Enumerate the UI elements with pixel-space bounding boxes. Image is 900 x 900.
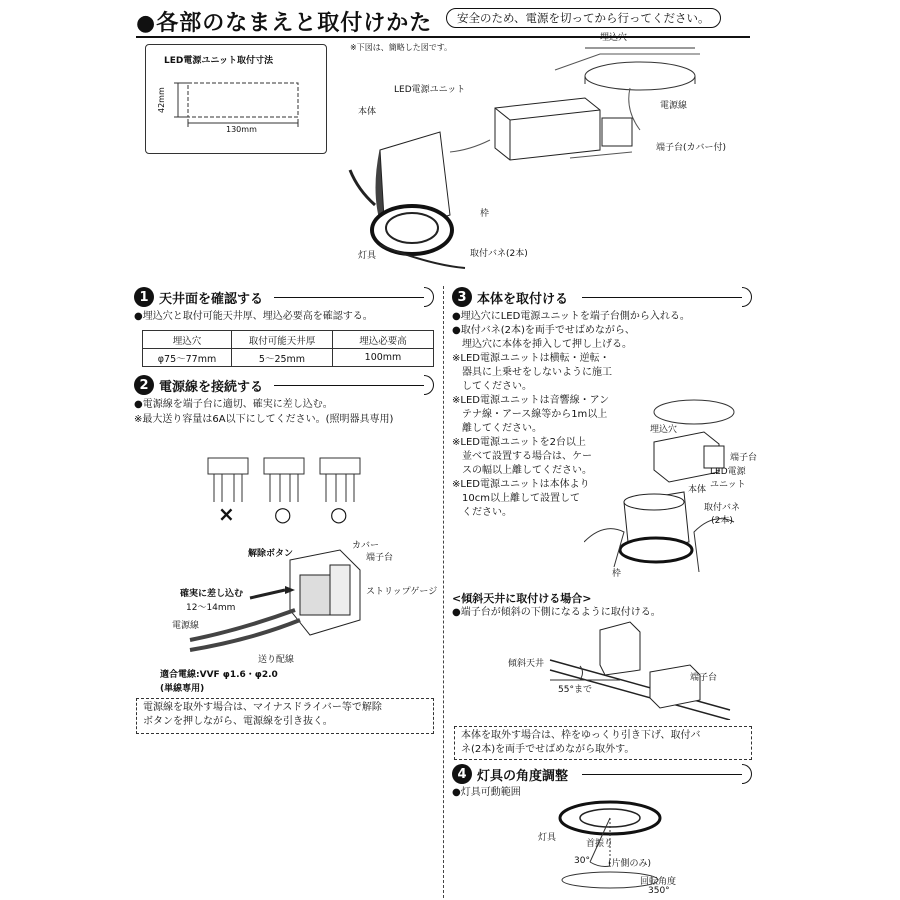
label-release-button: 解除ボタン xyxy=(248,549,294,559)
label-slope-ceiling: 傾斜天井 xyxy=(508,659,545,669)
step3-line: してください。 xyxy=(452,381,532,392)
step3-number: 3 xyxy=(452,287,472,307)
step2-header xyxy=(134,375,434,395)
step4-header xyxy=(452,764,752,784)
step1-header xyxy=(134,287,434,307)
label-hole: 埋込穴 xyxy=(650,425,678,435)
diagram-note: ※下図は、簡略した図です。 xyxy=(350,43,453,52)
dimension-box xyxy=(145,44,327,154)
step1-text: ●埋込穴と取付可能天井厚、埋込必要高を確認する。 xyxy=(134,311,373,322)
step1-number: 1 xyxy=(134,287,154,307)
label-terminal: 端子台 xyxy=(730,453,758,463)
label-terminal-block: 端子台 xyxy=(366,553,394,563)
label-slope-terminal: 端子台 xyxy=(690,673,718,683)
step3-line: 器具に上乗せをしないように施工 xyxy=(452,367,612,378)
dimension-box-title: LED電源ユニット取付寸法 xyxy=(164,56,273,66)
step3-line: テナ線・アース線等から1m以上 xyxy=(452,409,608,420)
label-insert: 確実に差し込む xyxy=(180,589,244,599)
label-terminal: 端子台(カバー付) xyxy=(656,143,727,153)
label-body: 本体 xyxy=(358,107,377,117)
label-body: 本体 xyxy=(688,485,707,495)
step3-line: ください。 xyxy=(452,507,512,518)
mark-correct: ○ xyxy=(274,502,292,526)
step3-line: 10cm以上離して設置して xyxy=(452,493,580,504)
label-frame: 枠 xyxy=(612,569,622,579)
step4-title: 灯具の角度調整 xyxy=(477,768,569,784)
step3-line: ※LED電源ユニットを2台以上 xyxy=(452,437,586,448)
label-tilt-angle: 30° xyxy=(574,856,590,866)
slope-title: <傾斜天井に取付ける場合> xyxy=(452,592,592,605)
label-spring: 取付バネ(2本) xyxy=(470,249,528,259)
fixture-diagram xyxy=(340,40,740,280)
label-frame: 枠 xyxy=(480,209,490,219)
label-rotation-angle: 350° xyxy=(648,886,670,896)
dimension-width: 130mm xyxy=(226,125,257,134)
table-cell: 100mm xyxy=(333,349,434,367)
table-header: 埋込穴 xyxy=(143,331,232,349)
dimension-drawing xyxy=(146,45,326,153)
step1-title: 天井面を確認する xyxy=(159,291,264,307)
step4-text: ●灯具可動範囲 xyxy=(452,787,521,798)
step1-table xyxy=(142,330,434,367)
label-power-wire: 電源線 xyxy=(660,101,688,111)
title-divider xyxy=(136,36,750,38)
step3-line: 離してください。 xyxy=(452,423,542,434)
label-led-unit: LED電源 ユニット xyxy=(710,467,746,490)
label-wire-type: 適合電線:VVF φ1.6・φ2.0 xyxy=(160,670,278,680)
step3-remove-note xyxy=(454,726,752,760)
slope-text: ●端子台が傾斜の下側になるように取付ける。 xyxy=(452,607,661,618)
safety-note: 安全のため、電源を切ってから行ってください。 xyxy=(446,8,721,28)
label-cover: カバー xyxy=(352,541,380,551)
mark-correct: ○ xyxy=(330,502,348,526)
mark-incorrect: × xyxy=(218,502,235,526)
step3-line: ●埋込穴にLED電源ユニットを端子台側から入れる。 xyxy=(452,311,690,322)
label-slope-angle: 55°まで xyxy=(558,685,592,695)
step3-header xyxy=(452,287,752,307)
step3-title: 本体を取付ける xyxy=(477,291,569,307)
note-line: ボタンを押しながら、電源線を引き抜く。 xyxy=(143,716,333,727)
column-divider xyxy=(443,286,444,898)
step2-line: ●電源線を端子台に適切、確実に差し込む。 xyxy=(134,399,333,410)
step3-line: ※LED電源ユニットは横転・逆転・ xyxy=(452,353,610,364)
label-strip-length: 12〜14mm xyxy=(186,603,236,613)
note-line: 本体を取外す場合は、枠をゆっくり引き下げ、取付バ xyxy=(461,730,701,741)
step2-remove-note xyxy=(136,698,434,734)
label-spring: 取付バネ (2本) xyxy=(704,503,741,526)
label-hole: 埋込穴 xyxy=(600,33,628,43)
step3-line: ※LED電源ユニットは本体より xyxy=(452,479,590,490)
label-power-wire: 電源線 xyxy=(172,621,200,631)
note-line: ネ(2本)を両手でせばめながら取外す。 xyxy=(461,744,635,755)
label-feed-wire: 送り配線 xyxy=(258,655,295,665)
dimension-height: 42mm xyxy=(157,87,166,113)
step4-number: 4 xyxy=(452,764,472,784)
table-header: 埋込必要高 xyxy=(333,331,434,349)
table-header: 取付可能天井厚 xyxy=(232,331,333,349)
step3-line: 埋込穴に本体を挿入して押し上げる。 xyxy=(452,339,632,350)
label-tilt: 首振り xyxy=(586,839,614,849)
label-lamp: 灯具 xyxy=(538,833,557,843)
step3-line: スの幅以上離してください。 xyxy=(452,465,592,476)
label-led-unit: LED電源ユニット xyxy=(394,85,466,95)
step2-title: 電源線を接続する xyxy=(159,379,264,395)
label-rotation: 回転角度 xyxy=(640,877,677,887)
wire-insert-examples xyxy=(200,454,370,504)
table-cell: 5〜25mm xyxy=(232,349,333,367)
step3-line: 並べて設置する場合は、ケー xyxy=(452,451,592,462)
label-one-side: (片側のみ) xyxy=(608,859,652,869)
label-lamp: 灯具 xyxy=(358,251,377,261)
step3-line: ※LED電源ユニットは音響線・アン xyxy=(452,395,610,406)
table-cell: φ75〜77mm xyxy=(143,349,232,367)
step2-line: ※最大送り容量は6A以下にしてください。(照明器具専用) xyxy=(134,414,394,425)
label-wire-note: (単線専用) xyxy=(160,684,205,694)
page-title: ●各部のなまえと取付けかた xyxy=(136,11,433,36)
step3-line: ●取付バネ(2本)を両手でせばめながら、 xyxy=(452,325,635,336)
note-line: 電源線を取外す場合は、マイナスドライバー等で解除 xyxy=(143,702,382,713)
label-strip-gauge: ストリップゲージ xyxy=(366,587,438,597)
step2-number: 2 xyxy=(134,375,154,395)
